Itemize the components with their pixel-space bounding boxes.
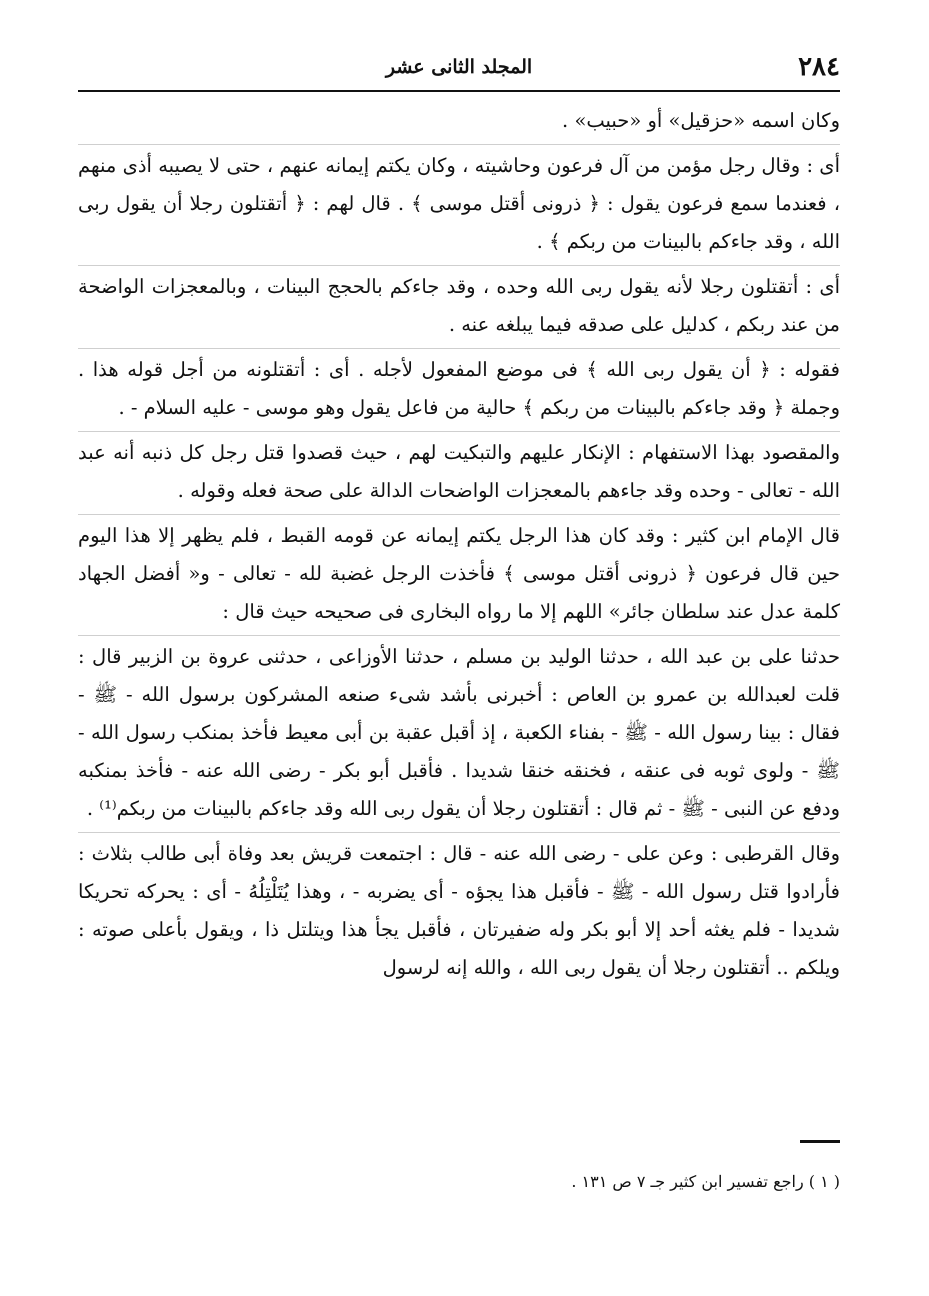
paragraph: وقال القرطبى : وعن على - رضى الله عنه - قال : اجتمعت قريش بعد وفاة أبى طالب بثلاث : فأرادوا قتل رسول الله - ﷺ - فأقبل هذا يجؤه - أى يضربه - ، وهذا يُتَلْتِلُهُ - أى : يحركه تحريكا شديدا - فلم يغثه أحد إلا أبو بكر وله ضفيرتان ، فأقبل يجأ هذا ويتلتل ذا ، ويقول بأعلى صوته : ويلكم .. أتقتلون رجلا أن يقول ربى الله ، والله إنه لرسول <box>78 842 840 979</box>
paragraph: أى : أتقتلون رجلا لأنه يقول ربى الله وحده ، وقد جاءكم بالحجج البينات ، وبالمعجزات الواضحة من عند ربكم ، كدليل على صدقه فيما يبلغه عنه . <box>78 268 840 349</box>
paragraph: قال الإمام ابن كثير : وقد كان هذا الرجل يكتم إيمانه عن قومه القبط ، فلم يظهر إلا هذا اليوم حين قال فرعون ﴿ ذرونى أقتل موسى ﴾ فأخذت الرجل غضبة لله - تعالى - و« أفضل الجهاد كلمة عدل عند سلطان جائر» اللهم إلا ما رواه البخارى فى صحيحه حيث قال : <box>78 517 840 636</box>
page-body <box>78 102 840 991</box>
paragraph: حدثنا على بن عبد الله ، حدثنا الوليد بن مسلم ، حدثنا الأوزاعى ، حدثنى عروة بن الزبير قال : قلت لعبدالله بن عمرو بن العاص : أخبرنى بأشد شىء صنعه المشركون برسول الله - ﷺ - فقال : بينا رسول الله - ﷺ - بفناء الكعبة ، إذ أقبل عقبة بن أبى معيط فأخذ بمنكب رسول الله - ﷺ - ولوى ثوبه فى عنقه ، فخنقه خنقا شديدا . فأقبل أبو بكر - رضى الله عنه - فأخذ بمنكبه ودفع عن النبى - ﷺ - ثم قال : أتقتلون رجلا أن يقول ربى الله وقد جاءكم بالبينات من ربكم⁽¹⁾ . <box>78 638 840 833</box>
paragraph: أى : وقال رجل مؤمن من آل فرعون وحاشيته ، وكان يكتم إيمانه عنهم ، حتى لا يصيبه أذى منهم ، فعندما سمع فرعون يقول : ﴿ ذرونى أقتل موسى ﴾ . قال لهم : ﴿ أتقتلون رجلا أن يقول ربى الله ، وقد جاءكم بالبينات من ربكم ﴾ . <box>78 147 840 266</box>
footnote: ( ١ ) راجع تفسير ابن كثير جـ ٧ ص ١٣١ . <box>571 1172 840 1191</box>
running-title: المجلد الثانى عشر <box>385 56 533 78</box>
paragraph: وكان اسمه «حزقيل» أو «حبيب» . <box>78 102 840 145</box>
page-number: ٢٨٤ <box>798 52 840 82</box>
book-page <box>78 40 840 1240</box>
paragraph: فقوله : ﴿ أن يقول ربى الله ﴾ فى موضع المفعول لأجله . أى : أتقتلونه من أجل قوله هذا . وجملة ﴿ وقد جاءكم بالبينات من ربكم ﴾ حالية من فاعل يقول وهو موسى - عليه السلام - . <box>78 351 840 432</box>
page-header <box>78 40 840 92</box>
paragraph: والمقصود بهذا الاستفهام : الإنكار عليهم والتبكيت لهم ، حيث قصدوا قتل رجل كل ذنبه أنه عبد الله - تعالى - وحده وقد جاءهم بالمعجزات الواضحات الدالة على صحة فعله وقوله . <box>78 434 840 515</box>
footnote-divider <box>800 1140 840 1143</box>
